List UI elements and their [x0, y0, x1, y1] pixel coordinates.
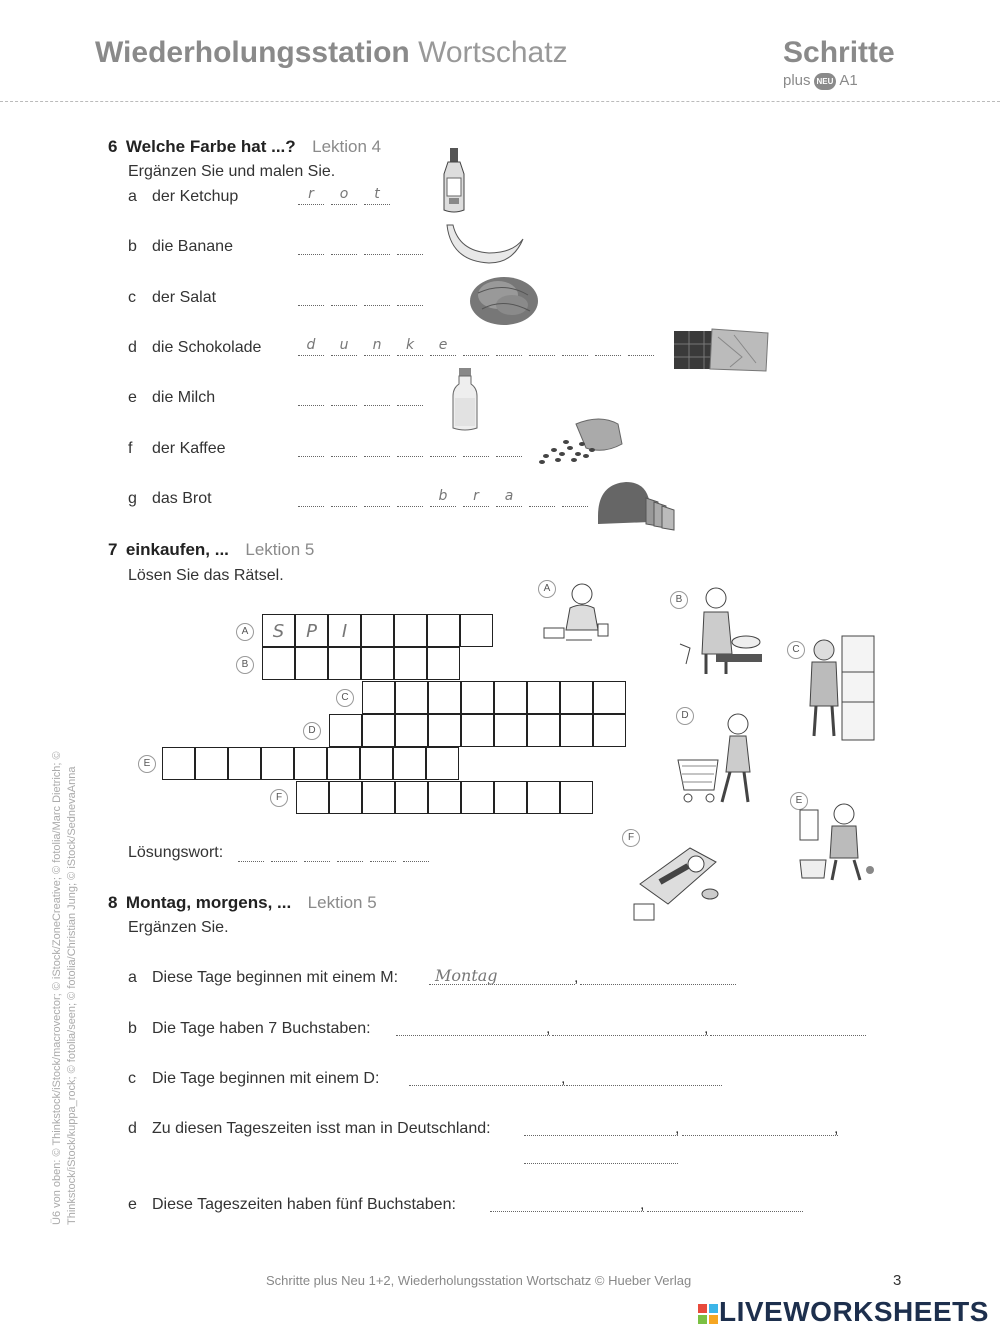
solution-slot[interactable] [370, 843, 396, 862]
boy-tidying-picture [796, 800, 880, 884]
item-letter: b [128, 238, 137, 255]
letter-slot[interactable] [331, 387, 357, 406]
letter-slot[interactable] [298, 488, 324, 507]
item-text: die Schokolade [152, 339, 262, 356]
letter-slot[interactable] [496, 438, 522, 457]
crossword-cell[interactable] [360, 747, 393, 780]
answer-slots [298, 186, 390, 205]
letter-slot[interactable] [397, 438, 423, 457]
answer-field[interactable] [682, 1117, 838, 1136]
letter-slot[interactable] [595, 337, 621, 356]
item-text: Diese Tage beginnen mit einem M: [152, 969, 399, 986]
crossword-cell[interactable] [494, 681, 527, 714]
page-number: 3 [893, 1272, 902, 1289]
answer-field[interactable] [580, 966, 736, 985]
item-text: der Ketchup [152, 188, 239, 205]
section-6-instruction: Ergänzen Sie und malen Sie. [128, 163, 336, 180]
crossword-cell[interactable] [494, 781, 527, 814]
milk-bottle-picture [450, 366, 480, 434]
crossword-cell[interactable] [362, 681, 395, 714]
letter-slot[interactable] [364, 387, 390, 406]
answer-field[interactable] [409, 1067, 565, 1086]
letter-slot[interactable] [430, 438, 456, 457]
picture-label-d: D [676, 707, 694, 725]
crossword-cell[interactable] [494, 714, 527, 747]
crossword-cell[interactable] [461, 681, 494, 714]
crossword-cell[interactable] [361, 647, 394, 680]
letter-slot[interactable] [364, 488, 390, 507]
item-letter: c [128, 1070, 136, 1087]
solution-slot[interactable] [337, 843, 363, 862]
letter-slot[interactable] [298, 236, 324, 255]
crossword-row-label: F [270, 789, 288, 807]
answer-field[interactable] [647, 1193, 803, 1212]
crossword-cell[interactable]: I [328, 614, 361, 647]
answer-slots [298, 488, 588, 507]
item-text: Zu diesen Tageszeiten isst man in Deutschland: [152, 1120, 491, 1137]
answer-field[interactable] [524, 1145, 678, 1164]
crossword-cell[interactable] [460, 614, 493, 647]
item-letter: a [128, 188, 137, 205]
answer-field[interactable] [490, 1193, 644, 1212]
boy-at-fridge-picture [804, 632, 876, 744]
crossword-row-label: C [336, 689, 354, 707]
crossword-row-label: A [236, 623, 254, 641]
brand-logo: Schritte [783, 36, 895, 69]
crossword-cell[interactable] [428, 714, 461, 747]
letter-slot[interactable]: d [298, 337, 324, 356]
crossword-cell[interactable] [461, 714, 494, 747]
answer-field[interactable] [566, 1067, 722, 1086]
crossword-cell[interactable] [427, 614, 460, 647]
item-text: der Kaffee [152, 440, 226, 457]
crossword-cell[interactable] [328, 647, 361, 680]
banana-picture [443, 221, 527, 269]
crossword-cell[interactable] [361, 614, 394, 647]
section-7-instruction: Lösen Sie das Rätsel. [128, 567, 284, 584]
liveworksheets-logo-icon [697, 1303, 719, 1325]
letter-slot[interactable] [298, 438, 324, 457]
solution-slot[interactable] [304, 843, 330, 862]
brand-level: plus NEU A1 [783, 72, 858, 89]
letter-slot[interactable] [364, 438, 390, 457]
ketchup-bottle-picture [440, 146, 470, 216]
letter-slot[interactable] [397, 387, 423, 406]
crossword-cell[interactable] [394, 647, 427, 680]
crossword-cell[interactable] [362, 781, 395, 814]
answer-slots [298, 438, 522, 457]
picture-label-e: E [790, 792, 808, 810]
item-text: Diese Tageszeiten haben fünf Buchstaben: [152, 1196, 456, 1213]
crossword-cell[interactable] [427, 647, 460, 680]
item-text: die Milch [152, 389, 216, 406]
crossword-row-label: E [138, 755, 156, 773]
crossword-cell[interactable] [461, 781, 494, 814]
solution-slot[interactable] [238, 843, 264, 862]
section-8-instruction: Ergänzen Sie. [128, 919, 229, 936]
item-letter: e [128, 389, 137, 406]
crossword-cell[interactable] [593, 681, 626, 714]
item-letter: a [128, 969, 137, 986]
section-6-heading: 6 Welche Farbe hat ...? Lektion 4 [108, 137, 382, 156]
crossword-cell[interactable] [560, 714, 593, 747]
crossword-cell[interactable] [527, 681, 560, 714]
letter-slot[interactable] [628, 337, 654, 356]
letter-slot[interactable] [364, 236, 390, 255]
bread-picture [596, 476, 676, 532]
letter-slot[interactable] [397, 287, 423, 306]
item-letter: f [128, 440, 133, 457]
letter-slot[interactable] [463, 438, 489, 457]
item-letter: d [128, 339, 137, 356]
answer-field[interactable] [396, 1017, 550, 1036]
crossword-cell[interactable]: P [295, 614, 328, 647]
child-playing-picture [540, 578, 614, 648]
man-cooking-picture [676, 584, 766, 676]
solution-slot[interactable] [403, 843, 429, 862]
lettuce-picture [468, 273, 540, 327]
crossword-cell[interactable] [329, 781, 362, 814]
crossword-cell[interactable] [560, 681, 593, 714]
letter-slot[interactable] [562, 488, 588, 507]
section-7-heading: 7 einkaufen, ... Lektion 5 [108, 540, 315, 559]
letter-slot[interactable] [529, 337, 555, 356]
letter-slot[interactable] [397, 236, 423, 255]
crossword-cell[interactable] [294, 747, 327, 780]
letter-slot[interactable]: b [430, 488, 456, 507]
crossword-cell[interactable] [327, 747, 360, 780]
crossword-cell[interactable] [393, 747, 426, 780]
person-on-sofa-picture [630, 834, 724, 926]
crossword-row-label: B [236, 656, 254, 674]
answer-slots [298, 387, 423, 406]
picture-label-c: C [787, 641, 805, 659]
picture-label-f: F [622, 829, 640, 847]
item-letter: e [128, 1196, 137, 1213]
letter-slot[interactable] [496, 337, 522, 356]
letter-slot[interactable]: k [397, 337, 423, 356]
crossword-cell[interactable] [428, 681, 461, 714]
letter-slot[interactable] [397, 488, 423, 507]
item-text: das Brot [152, 490, 212, 507]
item-letter: b [128, 1020, 137, 1037]
solution-word-slots [238, 843, 429, 862]
letter-slot[interactable] [298, 287, 324, 306]
image-credits: Ü6 von oben: © Thinkstock/iStock/macrovector; © iStock/ZoneCreative; © fotolia/Marc Dietrich; © Thinkstock/iStock/kuppa_rock; © fotolia/seen; © fotolia/Christian Jung; © iStock/SednevaAnna [51, 751, 78, 1225]
letter-slot[interactable]: o [331, 186, 357, 205]
item-text: Die Tage haben 7 Buchstaben: [152, 1020, 371, 1037]
letter-slot[interactable] [364, 287, 390, 306]
letter-slot[interactable] [529, 488, 555, 507]
footer-text: Schritte plus Neu 1+2, Wiederholungsstation Wortschatz © Hueber Verlag [266, 1273, 692, 1288]
crossword-cell[interactable] [262, 647, 295, 680]
letter-slot[interactable]: t [364, 186, 390, 205]
page-title: Wiederholungsstation Wortschatz [95, 36, 568, 69]
item-text: Die Tage beginnen mit einem D: [152, 1070, 380, 1087]
picture-label-b: B [670, 591, 688, 609]
woman-shopping-cart-picture [674, 710, 758, 806]
item-letter: d [128, 1120, 137, 1137]
answer-slots [298, 287, 423, 306]
liveworksheets-logo: LIVEWORKSHEETS [697, 1296, 989, 1328]
letter-slot[interactable]: r [463, 488, 489, 507]
crossword-cell[interactable] [428, 781, 461, 814]
crossword-cell[interactable] [394, 614, 427, 647]
letter-slot[interactable] [463, 337, 489, 356]
crossword-cell[interactable] [162, 747, 195, 780]
header-divider [0, 101, 1000, 102]
crossword-cell[interactable] [593, 714, 626, 747]
item-text: die Banane [152, 238, 233, 255]
solution-word-label: Lösungswort: [128, 844, 224, 861]
crossword-cell[interactable] [296, 781, 329, 814]
crossword-cell[interactable] [395, 714, 428, 747]
section-8-heading: 8 Montag, morgens, ... Lektion 5 [108, 893, 377, 912]
item-letter: g [128, 490, 137, 507]
picture-label-a: A [538, 580, 556, 598]
answer-field[interactable]: Montag [429, 966, 575, 985]
crossword-cell[interactable]: S [262, 614, 295, 647]
letter-slot[interactable] [331, 236, 357, 255]
crossword-cell[interactable] [527, 714, 560, 747]
solution-slot[interactable] [271, 843, 297, 862]
letter-slot[interactable]: e [430, 337, 456, 356]
letter-slot[interactable]: a [496, 488, 522, 507]
chocolate-bar-picture [672, 327, 772, 373]
answer-slots [298, 337, 654, 356]
letter-slot[interactable]: u [331, 337, 357, 356]
item-text: der Salat [152, 289, 217, 306]
crossword-cell[interactable] [295, 647, 328, 680]
crossword-cell[interactable] [426, 747, 459, 780]
crossword-cell[interactable] [261, 747, 294, 780]
coffee-beans-picture [534, 414, 626, 468]
answer-field[interactable] [552, 1017, 708, 1036]
letter-slot[interactable] [562, 337, 588, 356]
letter-slot[interactable]: n [364, 337, 390, 356]
answer-field[interactable] [710, 1017, 866, 1036]
crossword-cell[interactable] [329, 714, 362, 747]
crossword-cell[interactable] [395, 681, 428, 714]
letter-slot[interactable] [331, 488, 357, 507]
crossword-cell[interactable] [560, 781, 593, 814]
letter-slot[interactable]: r [298, 186, 324, 205]
crossword-cell[interactable] [228, 747, 261, 780]
answer-slots [298, 236, 423, 255]
crossword-cell[interactable] [527, 781, 560, 814]
letter-slot[interactable] [331, 287, 357, 306]
crossword-cell[interactable] [395, 781, 428, 814]
letter-slot[interactable] [298, 387, 324, 406]
answer-field[interactable] [524, 1117, 678, 1136]
item-letter: c [128, 289, 136, 306]
crossword-cell[interactable] [362, 714, 395, 747]
crossword-cell[interactable] [195, 747, 228, 780]
crossword-row-label: D [303, 722, 321, 740]
letter-slot[interactable] [331, 438, 357, 457]
